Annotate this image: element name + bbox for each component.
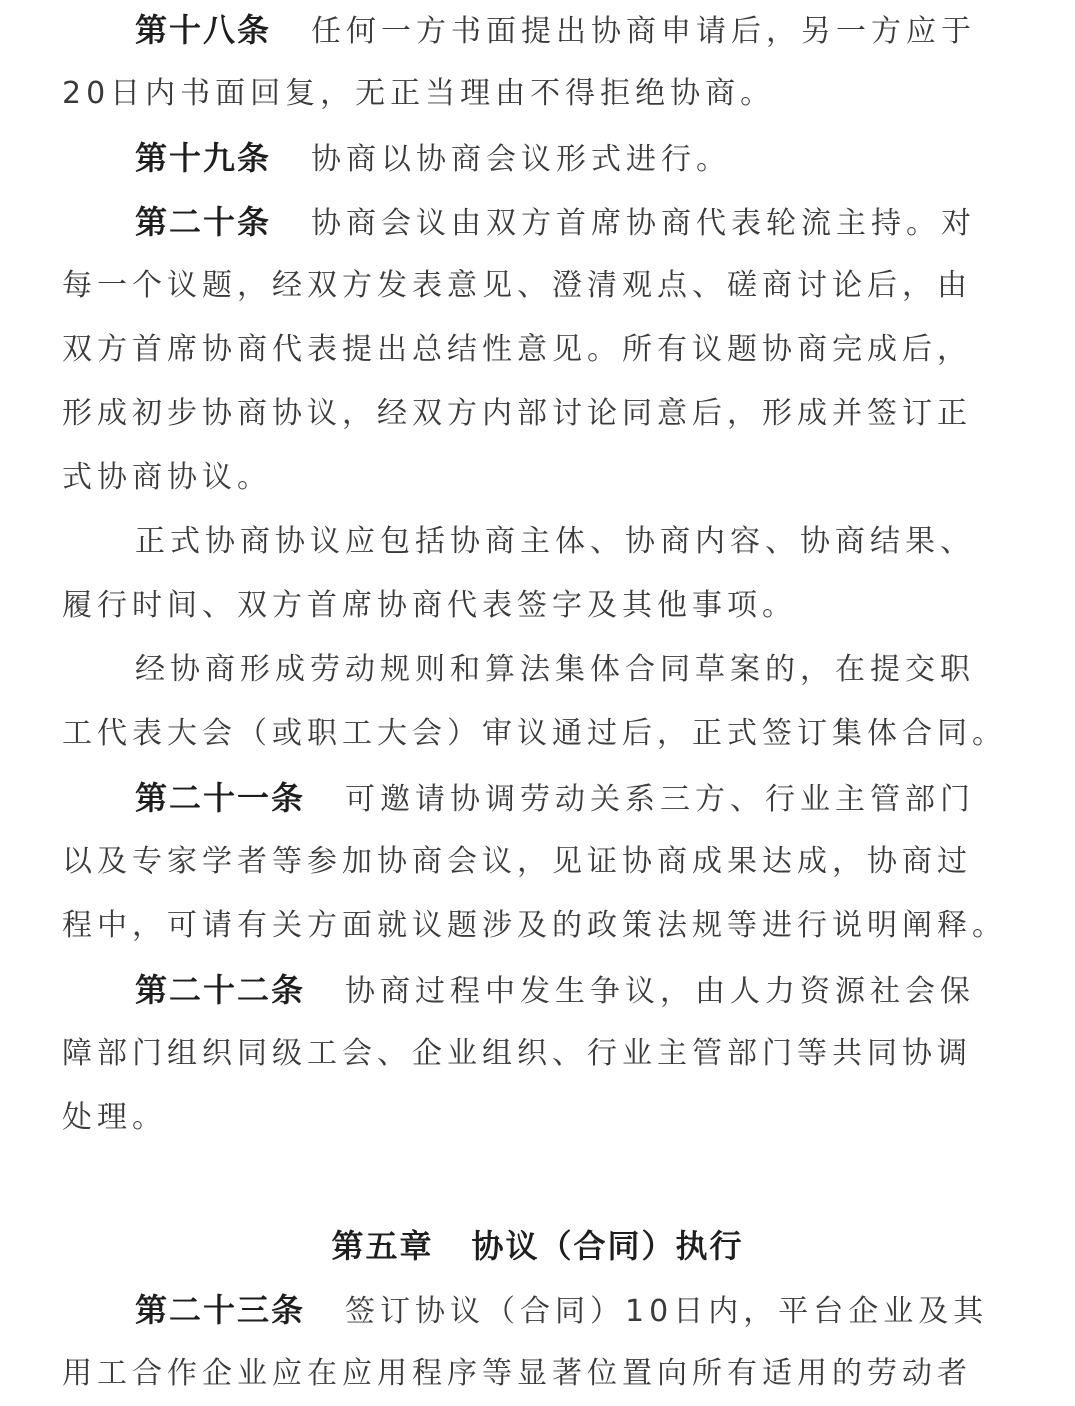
body-text: 协商过程中发生争议，由人力资源社会保 [345,974,976,1009]
paragraph-first-line [135,126,731,190]
body-text: 式协商协议。 [62,460,272,495]
paragraph-line [62,318,972,382]
body-text: 任何一方书面提出协商申请后，另一方应于 [311,14,977,49]
article-heading: 第二十二条 [135,971,306,1009]
chapter-title [0,1214,1075,1278]
paragraph-first-line [135,0,976,62]
paragraph-line [62,894,1007,958]
paragraph-line [62,1342,972,1406]
paragraph-line [62,1022,972,1086]
paragraph-first-line [135,510,975,574]
body-text: 每一个议题，经双方发表意见、澄清观点、磋商讨论后，由 [62,268,972,303]
body-text: 签订协议（合同）10日内，平台企业及其 [345,1294,989,1329]
body-text: 履行时间、双方首席协商代表签字及其他事项。 [62,588,797,623]
body-text: 用工合作企业应在应用程序等显著位置向所有适用的劳动者 [62,1356,972,1391]
chapter-number: 第五章 [331,1227,434,1265]
body-text: 正式协商协议应包括协商主体、协商内容、协商结果、 [135,524,975,559]
paragraph-line [62,254,972,318]
article-heading: 第二十三条 [135,1291,306,1329]
body-text: 形成初步协商协议，经双方内部讨论同意后，形成并签订正 [62,396,972,431]
body-text: 协商会议由双方首席协商代表轮流主持。对 [311,206,977,241]
body-text: 协商以协商会议形式进行。 [311,142,732,177]
body-text: 以及专家学者等参加协商会议，见证协商成果达成，协商过 [62,844,972,879]
body-text: 处理。 [62,1100,167,1135]
article-heading: 第二十条 [135,203,272,241]
article-heading: 第二十一条 [135,779,306,817]
body-text: 障部门组织同级工会、企业组织、行业主管部门等共同协调 [62,1036,972,1071]
paragraph-first-line [135,1278,988,1342]
paragraph-line [62,574,797,638]
body-text: 工代表大会（或职工大会）审议通过后，正式签订集体合同。 [62,716,1007,751]
paragraph-line [62,702,1007,766]
paragraph-first-line [135,190,976,254]
chapter-name: 协议（合同）执行 [471,1227,744,1265]
body-text: 程中，可请有关方面就议题涉及的政策法规等进行说明阐释。 [62,908,1007,943]
paragraph-line [62,1086,167,1150]
paragraph-first-line [135,638,975,702]
paragraph-line [62,62,775,126]
paragraph-first-line [135,958,975,1022]
body-text: 可邀请协调劳动关系三方、行业主管部门 [345,782,976,817]
body-text: 20日内书面回复，无正当理由不得拒绝协商。 [62,76,776,111]
paragraph-first-line [135,766,975,830]
article-heading: 第十八条 [135,11,272,49]
article-heading: 第十九条 [135,139,272,177]
body-text: 经协商形成劳动规则和算法集体合同草案的，在提交职 [135,652,975,687]
paragraph-line [62,382,972,446]
paragraph-line [62,830,972,894]
paragraph-line [62,446,272,510]
body-text: 双方首席协商代表提出总结性意见。所有议题协商完成后， [62,332,972,367]
